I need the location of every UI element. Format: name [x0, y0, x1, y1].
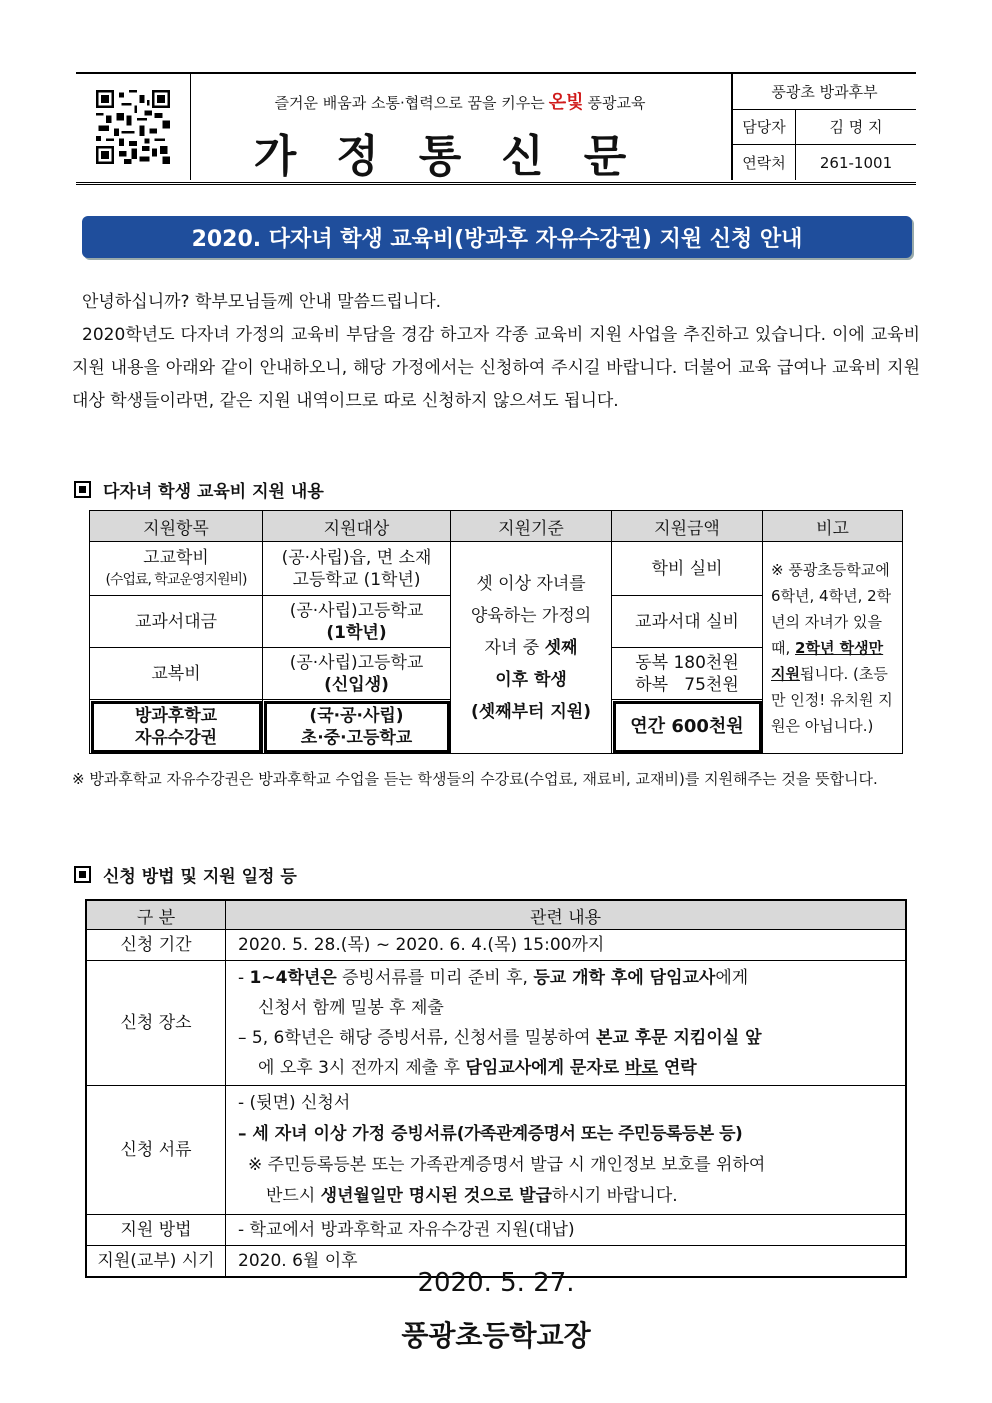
issue-date: 2020. 5. 27.: [417, 1268, 575, 1298]
support-table: [89, 510, 903, 754]
amount-summer: 하복 75천원: [635, 674, 739, 695]
criteria-line: 양육하는 가정의: [470, 605, 592, 626]
amount-winter: 동복 180천원: [635, 652, 739, 673]
support-time: 2020. 6월 이후: [226, 1246, 907, 1278]
remark-text: ※ 풍광초등학교에 6학년, 4학년, 2학년의 자녀가 있을 때,: [771, 560, 892, 657]
target-detail: (1학년): [326, 622, 387, 643]
text: 에게: [715, 968, 749, 988]
amount: 연간 600천원: [612, 700, 763, 754]
text-bold-underline: 바로: [625, 1058, 658, 1078]
letter-header: [76, 72, 916, 185]
remark-cell: [763, 542, 903, 754]
col-header: 관련 내용: [226, 900, 907, 930]
remark-emphasis: 2학년 학생만 지원: [771, 638, 884, 683]
square-bullet-icon: [74, 866, 91, 883]
text: 에 오후 3시 전까지 제출 후: [258, 1058, 466, 1078]
table-row: [86, 930, 906, 961]
application-place: [226, 961, 907, 1086]
criteria-line: 자녀 중: [484, 637, 545, 658]
table-row: [86, 1215, 906, 1246]
col-header: 지원항목: [90, 511, 263, 542]
target-detail: 고등학교 (1학년): [292, 569, 421, 590]
page-title: 가정통신문: [253, 131, 667, 182]
item-name-2: 자유수강권: [134, 727, 218, 748]
greeting: 안녕하십니까? 학부모님들께 안내 말씀드립니다.: [82, 292, 442, 312]
contact-label: 연락처: [733, 145, 796, 180]
application-table: [85, 899, 907, 1278]
target: (국·공·사립): [309, 705, 404, 726]
signature: 풍광초등학교장: [401, 1319, 591, 1352]
text-bold: 본교 후문 지킴이실 앞: [595, 1028, 762, 1048]
notice-banner: 2020. 다자녀 학생 교육비(방과후 자유수강권) 지원 신청 안내: [82, 216, 912, 258]
target: (공·사립)고등학교: [289, 600, 424, 621]
text: 반드시: [266, 1186, 321, 1206]
item-name: 방과후학교: [134, 705, 218, 726]
text-bold: 생년월일만 명시된 것으로 발급: [320, 1186, 552, 1206]
remark-text: 됩니다. (초등만 인정! 유치원 지원은 아닙니다.): [771, 664, 893, 735]
school-slogan: [190, 88, 730, 114]
criteria-line: 이후 학생: [495, 669, 567, 690]
item-name: 교복비: [90, 648, 263, 700]
text: - (뒷면) 신청서: [238, 1093, 351, 1113]
section-title: 신청 방법 및 지원 일정 등: [103, 867, 297, 887]
text: – 5, 6학년은 해당 증빙서류, 신청서를 밀봉하여: [238, 1028, 596, 1048]
section-heading-apply: [74, 862, 297, 887]
table-row: [86, 961, 906, 1086]
text-bold: 등교 개학 후에 담임교사: [533, 968, 716, 988]
col-header: 지원대상: [263, 511, 451, 542]
text: 증빙서류를 미리 준비 후,: [336, 968, 534, 988]
target: (공·사립)읍, 면 소재: [281, 547, 432, 568]
text-bold: (가족관계증명서 또는 주민등록등본 등): [456, 1124, 743, 1144]
item-name: 고교학비: [143, 547, 209, 568]
text: 신청서 함께 밀봉 후 제출: [258, 998, 444, 1018]
slogan-tail: 풍광교육: [587, 94, 646, 112]
application-period: 2020. 5. 28.(목) ~ 2020. 6. 4.(목) 15:00까지: [226, 930, 907, 961]
section-heading-support: [74, 477, 324, 502]
required-documents: [226, 1086, 907, 1215]
row-label: 신청 서류: [86, 1086, 226, 1215]
item-name: 교과서대금: [90, 596, 263, 648]
target: (공·사립)고등학교: [289, 652, 424, 673]
manager-name: 김 명 지: [796, 109, 917, 145]
row-label: 지원(교부) 시기: [86, 1246, 226, 1278]
support-criteria: [451, 542, 612, 754]
text: -: [238, 968, 250, 988]
square-bullet-icon: [74, 481, 91, 498]
row-label: 신청 장소: [86, 961, 226, 1086]
item-subtext: (수업료, 학교운영지원비): [105, 571, 247, 588]
col-header: 구 분: [86, 900, 226, 930]
text-bold: 담임교사에게 문자로: [465, 1058, 626, 1078]
text: 하시기 바랍니다.: [551, 1186, 678, 1206]
criteria-line: (셋째부터 지원): [471, 701, 591, 722]
text-bold: 1~4학년은: [249, 968, 337, 988]
support-method: - 학교에서 방과후학교 자유수강권 지원(대납): [226, 1215, 907, 1246]
amount: 학비 실비: [612, 542, 763, 596]
text: ※ 주민등록등본 또는 가족관계증명서 발급 시 개인정보 보호를 위하여: [248, 1155, 766, 1175]
text-bold: 연락: [657, 1058, 697, 1078]
row-label: 신청 기간: [86, 930, 226, 961]
criteria-line: 셋 이상 자녀를: [476, 573, 586, 594]
intro-body: 2020학년도 다자녀 가정의 교육비 부담을 경감 하고자 각종 교육비 지원 사업을 추진하고 있습니다. 이에 교육비 지원 내용을 아래와 같이 안내하오니, 해당 가정에서는 신청하여 주시길 바랍니다. 더불어 교육 급여나 교육비 지원 대상 학생들이라면, 같은 지원 내역이므로 따로 신청하지 않으셔도 됩니다.: [72, 325, 920, 411]
section-title: 다자녀 학생 교육비 지원 내용: [103, 482, 324, 502]
slogan-text: 즐거운 배움과 소통·협력으로 꿈을 키우는: [274, 94, 545, 112]
table-row: [86, 1086, 906, 1215]
col-header: 비고: [763, 511, 903, 542]
table-footnote: ※ 방과후학교 자유수강권은 방과후학교 수업을 듣는 학생들의 수강료(수업료, 재료비, 교재비)를 지원해주는 것을 뜻합니다.: [72, 770, 878, 788]
col-header: 지원금액: [612, 511, 763, 542]
table-row: [90, 542, 903, 596]
row-label: 지원 방법: [86, 1215, 226, 1246]
target-detail: (신입생): [324, 674, 389, 695]
col-header: 지원기준: [451, 511, 612, 542]
contact-info-box: [731, 74, 916, 180]
amount: 교과서대 실비: [612, 596, 763, 648]
contact-number: 261-1001: [796, 145, 917, 180]
brand-logo: 온빛: [548, 92, 584, 113]
criteria-emphasis: 셋째: [544, 637, 578, 658]
manager-label: 담당자: [733, 109, 796, 145]
department: 풍광초 방과후부: [733, 74, 917, 109]
qr-code-icon: [76, 74, 191, 180]
text-bold: – 세 자녀 이상 가정 증빙서류: [238, 1124, 457, 1144]
target-detail: 초·중·고등학교: [300, 727, 413, 748]
